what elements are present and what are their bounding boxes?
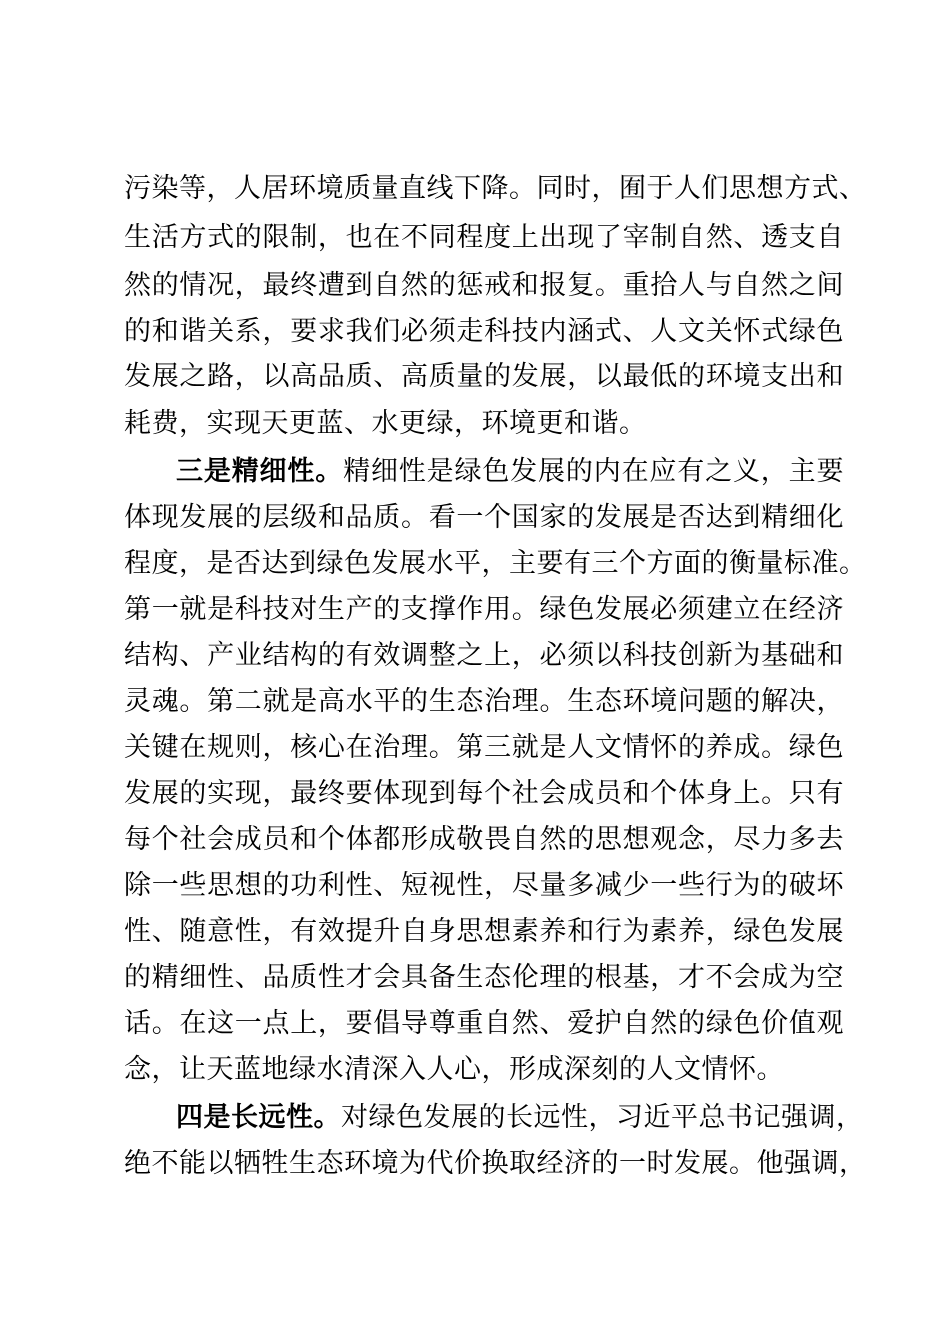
- paragraph-text: 对绿色发展的长远性，习近平总书记强调，: [341, 1102, 864, 1133]
- paragraph-line: 念，让天蓝地绿水清深入人心，形成深刻的人文情怀。: [124, 1054, 784, 1085]
- paragraph-line: 的精细性、品质性才会具备生态伦理的根基，才不会成为空: [124, 962, 844, 993]
- paragraph-line: 生活方式的限制，也在不同程度上出现了宰制自然、透支自: [124, 222, 844, 253]
- section-lead-heading: 三是精细性。: [176, 456, 344, 487]
- paragraph-line: 第一就是科技对生产的支撑作用。绿色发展必须建立在经济: [124, 594, 844, 625]
- paragraph-line: 发展的实现，最终要体现到每个社会成员和个体身上。只有: [124, 778, 844, 809]
- paragraph-text: 精细性是绿色发展的内在应有之义，主要: [343, 456, 845, 487]
- paragraph-line: 污染等，人居环境质量直线下降。同时，囿于人们思想方式、: [124, 173, 867, 204]
- paragraph-first-line: [176, 448, 844, 496]
- paragraph-line: 然的情况，最终遭到自然的惩戒和报复。重拾人与自然之间: [124, 270, 844, 301]
- paragraph-line: 的和谐关系，要求我们必须走科技内涵式、人文关怀式绿色: [124, 316, 844, 347]
- paragraph-line: 话。在这一点上，要倡导尊重自然、爱护自然的绿色价值观: [124, 1008, 844, 1039]
- paragraph-line: 程度，是否达到绿色发展水平，主要有三个方面的衡量标准。: [124, 548, 867, 579]
- paragraph-line: 体现发展的层级和品质。看一个国家的发展是否达到精细化: [124, 502, 844, 533]
- paragraph-line: 灵魂。第二就是高水平的生态治理。生态环境问题的解决，: [124, 686, 844, 717]
- paragraph-first-line: [176, 1094, 864, 1142]
- paragraph-line: 每个社会成员和个体都形成敬畏自然的思想观念，尽力多去: [124, 824, 844, 855]
- paragraph-line: 发展之路，以高品质、高质量的发展，以最低的环境支出和: [124, 361, 844, 392]
- section-lead-heading: 四是长远性。: [176, 1102, 341, 1133]
- paragraph-line: 绝不能以牺牲生态环境为代价换取经济的一时发展。他强调，: [124, 1148, 867, 1179]
- paragraph-line: 结构、产业结构的有效调整之上，必须以科技创新为基础和: [124, 640, 844, 671]
- paragraph-line: 除一些思想的功利性、短视性，尽量多减少一些行为的破坏: [124, 870, 844, 901]
- paragraph-line: 关键在规则，核心在治理。第三就是人文情怀的养成。绿色: [124, 732, 844, 763]
- paragraph-line: 性、随意性，有效提升自身思想素养和行为素养，绿色发展: [124, 916, 844, 947]
- paragraph-line: 耗费，实现天更蓝、水更绿，环境更和谐。: [124, 408, 647, 439]
